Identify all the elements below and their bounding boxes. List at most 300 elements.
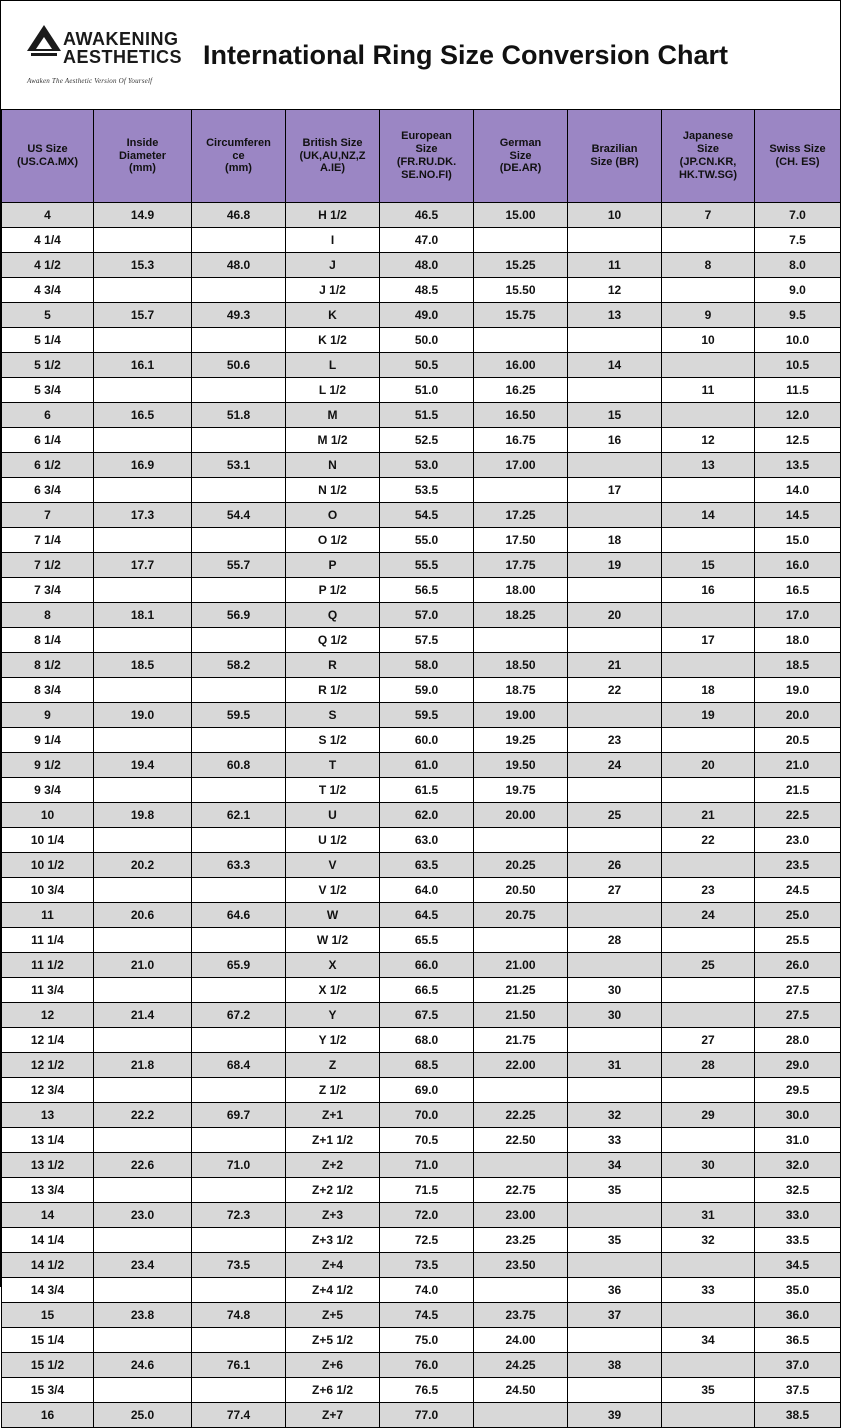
table-cell: 39 bbox=[568, 1403, 662, 1428]
table-cell: 16 bbox=[662, 578, 755, 603]
table-cell: 8 3/4 bbox=[2, 678, 94, 703]
table-cell: 29.0 bbox=[755, 1053, 841, 1078]
table-cell: 20.6 bbox=[94, 903, 192, 928]
table-cell: 48.0 bbox=[192, 253, 286, 278]
table-cell bbox=[94, 1078, 192, 1103]
table-cell: 18.5 bbox=[755, 653, 841, 678]
table-cell: 16 bbox=[568, 428, 662, 453]
table-cell: 64.0 bbox=[380, 878, 474, 903]
table-cell bbox=[568, 903, 662, 928]
table-cell: 18 bbox=[568, 528, 662, 553]
table-cell: U 1/2 bbox=[286, 828, 380, 853]
table-cell bbox=[192, 1278, 286, 1303]
table-cell: 74.0 bbox=[380, 1278, 474, 1303]
table-row bbox=[2, 728, 841, 753]
table-cell: 15 3/4 bbox=[2, 1378, 94, 1403]
table-cell: 20 bbox=[568, 603, 662, 628]
table-cell: 65.5 bbox=[380, 928, 474, 953]
table-cell bbox=[192, 1178, 286, 1203]
table-cell: 10 bbox=[568, 203, 662, 228]
table-cell: 25.0 bbox=[755, 903, 841, 928]
column-header-line: Brazilian bbox=[591, 143, 638, 156]
table-cell: 75.0 bbox=[380, 1328, 474, 1353]
table-cell: 70.0 bbox=[380, 1103, 474, 1128]
table-cell: 16.0 bbox=[755, 553, 841, 578]
table-cell bbox=[662, 1003, 755, 1028]
column-header-line: Japanese bbox=[682, 130, 734, 143]
table-cell bbox=[662, 1353, 755, 1378]
table-cell: 59.5 bbox=[380, 703, 474, 728]
table-cell: 18.0 bbox=[755, 628, 841, 653]
table-cell: 24.50 bbox=[474, 1378, 568, 1403]
table-cell: 24.6 bbox=[94, 1353, 192, 1378]
table-cell: 12 bbox=[2, 1003, 94, 1028]
table-cell: 17 bbox=[662, 628, 755, 653]
table-cell: 11 1/2 bbox=[2, 953, 94, 978]
table-cell: 9 1/2 bbox=[2, 753, 94, 778]
table-cell: 32 bbox=[662, 1228, 755, 1253]
table-cell: 15.50 bbox=[474, 278, 568, 303]
table-cell: 15 bbox=[568, 403, 662, 428]
table-cell: 15 1/2 bbox=[2, 1353, 94, 1378]
table-cell bbox=[662, 1253, 755, 1278]
table-cell: 68.5 bbox=[380, 1053, 474, 1078]
table-cell: 23 bbox=[662, 878, 755, 903]
table-cell: 9 1/4 bbox=[2, 728, 94, 753]
table-cell: Z 1/2 bbox=[286, 1078, 380, 1103]
table-cell: 35 bbox=[568, 1228, 662, 1253]
table-cell: 19.50 bbox=[474, 753, 568, 778]
table-cell: P 1/2 bbox=[286, 578, 380, 603]
table-cell: 52.5 bbox=[380, 428, 474, 453]
table-cell: X bbox=[286, 953, 380, 978]
table-cell: 15.7 bbox=[94, 303, 192, 328]
table-cell: 53.0 bbox=[380, 453, 474, 478]
table-cell bbox=[474, 828, 568, 853]
table-row bbox=[2, 203, 841, 228]
table-cell: 25.0 bbox=[94, 1403, 192, 1428]
table-cell: 15.25 bbox=[474, 253, 568, 278]
table-cell: 14 1/4 bbox=[2, 1228, 94, 1253]
table-cell: 76.0 bbox=[380, 1353, 474, 1378]
table-cell: 54.4 bbox=[192, 503, 286, 528]
table-cell: 16 bbox=[2, 1403, 94, 1428]
table-cell: 4 bbox=[2, 203, 94, 228]
triangle-logo-icon bbox=[27, 25, 61, 71]
table-cell: 58.0 bbox=[380, 653, 474, 678]
table-cell bbox=[474, 1278, 568, 1303]
table-cell: Z+7 bbox=[286, 1403, 380, 1428]
table-cell bbox=[192, 878, 286, 903]
table-cell: T bbox=[286, 753, 380, 778]
table-cell: 63.0 bbox=[380, 828, 474, 853]
table-cell: 23.0 bbox=[755, 828, 841, 853]
table-cell bbox=[568, 1203, 662, 1228]
table-cell: 66.5 bbox=[380, 978, 474, 1003]
table-cell: 8 1/4 bbox=[2, 628, 94, 653]
table-cell: 7.5 bbox=[755, 228, 841, 253]
table-cell: 27 bbox=[568, 878, 662, 903]
table-cell: Z+1 bbox=[286, 1103, 380, 1128]
table-cell bbox=[662, 928, 755, 953]
table-cell: 57.5 bbox=[380, 628, 474, 653]
table-cell: W bbox=[286, 903, 380, 928]
table-cell: 56.9 bbox=[192, 603, 286, 628]
table-cell: L 1/2 bbox=[286, 378, 380, 403]
column-header-2 bbox=[192, 110, 286, 203]
table-cell: 22.6 bbox=[94, 1153, 192, 1178]
column-header-line: European bbox=[401, 130, 452, 143]
table-cell: 13 bbox=[2, 1103, 94, 1128]
table-cell bbox=[192, 578, 286, 603]
table-cell: 21.75 bbox=[474, 1028, 568, 1053]
table-cell: U bbox=[286, 803, 380, 828]
table-row bbox=[2, 478, 841, 503]
table-cell: 16.50 bbox=[474, 403, 568, 428]
table-row bbox=[2, 1378, 841, 1403]
table-cell: 70.5 bbox=[380, 1128, 474, 1153]
table-cell: 16.1 bbox=[94, 353, 192, 378]
table-cell: M bbox=[286, 403, 380, 428]
table-cell: 19.4 bbox=[94, 753, 192, 778]
table-row bbox=[2, 228, 841, 253]
table-cell: 29 bbox=[662, 1103, 755, 1128]
table-cell: 23.75 bbox=[474, 1303, 568, 1328]
table-cell: 17.3 bbox=[94, 503, 192, 528]
table-cell: J 1/2 bbox=[286, 278, 380, 303]
table-cell: 37.5 bbox=[755, 1378, 841, 1403]
table-cell: Z+1 1/2 bbox=[286, 1128, 380, 1153]
table-cell: 68.4 bbox=[192, 1053, 286, 1078]
table-cell: 23.00 bbox=[474, 1203, 568, 1228]
table-cell: R 1/2 bbox=[286, 678, 380, 703]
table-cell: 16.75 bbox=[474, 428, 568, 453]
table-cell: 50.0 bbox=[380, 328, 474, 353]
table-cell: 10.5 bbox=[755, 353, 841, 378]
table-cell: 51.5 bbox=[380, 403, 474, 428]
table-row bbox=[2, 503, 841, 528]
table-cell: Z+5 bbox=[286, 1303, 380, 1328]
column-header-line: SE.NO.FI) bbox=[401, 168, 452, 181]
table-cell bbox=[662, 728, 755, 753]
table-cell: 61.5 bbox=[380, 778, 474, 803]
brand-logo bbox=[9, 25, 183, 85]
table-cell bbox=[192, 1028, 286, 1053]
table-cell bbox=[192, 628, 286, 653]
table-cell: 34 bbox=[662, 1328, 755, 1353]
table-cell: 22 bbox=[568, 678, 662, 703]
table-cell bbox=[94, 578, 192, 603]
table-cell: 59.5 bbox=[192, 703, 286, 728]
table-cell: 22.50 bbox=[474, 1128, 568, 1153]
table-cell: Z+6 bbox=[286, 1353, 380, 1378]
table-row bbox=[2, 878, 841, 903]
column-header-line: British Size bbox=[302, 136, 363, 149]
table-cell bbox=[192, 328, 286, 353]
table-cell: V bbox=[286, 853, 380, 878]
table-cell bbox=[662, 353, 755, 378]
table-cell: 38 bbox=[568, 1353, 662, 1378]
table-cell bbox=[94, 978, 192, 1003]
table-cell: 46.8 bbox=[192, 203, 286, 228]
table-cell: 16.00 bbox=[474, 353, 568, 378]
table-cell bbox=[568, 453, 662, 478]
table-cell: W 1/2 bbox=[286, 928, 380, 953]
table-row bbox=[2, 1103, 841, 1128]
table-cell: 18.5 bbox=[94, 653, 192, 678]
table-cell: 24.00 bbox=[474, 1328, 568, 1353]
table-cell: 20.2 bbox=[94, 853, 192, 878]
table-cell: 33 bbox=[662, 1278, 755, 1303]
table-cell: 20.0 bbox=[755, 703, 841, 728]
table-cell: 30.0 bbox=[755, 1103, 841, 1128]
table-cell: 24.25 bbox=[474, 1353, 568, 1378]
table-cell bbox=[192, 1128, 286, 1153]
table-cell: 14 bbox=[2, 1203, 94, 1228]
table-cell: 11.5 bbox=[755, 378, 841, 403]
table-cell: K 1/2 bbox=[286, 328, 380, 353]
table-row bbox=[2, 353, 841, 378]
table-cell bbox=[474, 478, 568, 503]
table-cell: O 1/2 bbox=[286, 528, 380, 553]
table-cell: 13 1/4 bbox=[2, 1128, 94, 1153]
table-cell bbox=[662, 478, 755, 503]
table-cell bbox=[568, 228, 662, 253]
table-cell: 73.5 bbox=[380, 1253, 474, 1278]
table-cell: 72.5 bbox=[380, 1228, 474, 1253]
table-row bbox=[2, 1178, 841, 1203]
table-cell: 31 bbox=[662, 1203, 755, 1228]
table-cell: 20.50 bbox=[474, 878, 568, 903]
table-cell: 8.0 bbox=[755, 253, 841, 278]
table-cell: 19.25 bbox=[474, 728, 568, 753]
table-cell: X 1/2 bbox=[286, 978, 380, 1003]
table-row bbox=[2, 428, 841, 453]
table-cell: 66.0 bbox=[380, 953, 474, 978]
column-header-line: Size bbox=[415, 143, 438, 156]
column-header-7 bbox=[662, 110, 755, 203]
table-cell: Z bbox=[286, 1053, 380, 1078]
table-cell: 51.8 bbox=[192, 403, 286, 428]
table-cell bbox=[94, 378, 192, 403]
table-cell: 71.5 bbox=[380, 1178, 474, 1203]
table-cell: N 1/2 bbox=[286, 478, 380, 503]
table-cell bbox=[568, 628, 662, 653]
table-cell: 10 3/4 bbox=[2, 878, 94, 903]
table-cell: V 1/2 bbox=[286, 878, 380, 903]
table-cell: 20 bbox=[662, 753, 755, 778]
table-cell: 10 bbox=[662, 328, 755, 353]
column-header-3 bbox=[286, 110, 380, 203]
table-cell: 4 1/2 bbox=[2, 253, 94, 278]
table-row bbox=[2, 1153, 841, 1178]
table-row bbox=[2, 1203, 841, 1228]
column-header-line: Inside bbox=[126, 136, 159, 149]
table-row bbox=[2, 528, 841, 553]
table-cell: 12 1/4 bbox=[2, 1028, 94, 1053]
table-row bbox=[2, 253, 841, 278]
table-cell: 22.5 bbox=[755, 803, 841, 828]
table-cell: 30 bbox=[568, 978, 662, 1003]
table-cell: 62.1 bbox=[192, 803, 286, 828]
table-cell: 7 bbox=[2, 503, 94, 528]
table-cell: 21.0 bbox=[755, 753, 841, 778]
table-cell bbox=[192, 378, 286, 403]
table-cell: 13 bbox=[568, 303, 662, 328]
column-header-line: HK.TW.SG) bbox=[678, 168, 738, 181]
table-cell bbox=[192, 528, 286, 553]
table-cell bbox=[568, 828, 662, 853]
table-cell: Y 1/2 bbox=[286, 1028, 380, 1053]
table-cell: 4 1/4 bbox=[2, 228, 94, 253]
column-header-line: (US.CA.MX) bbox=[16, 156, 79, 168]
table-cell: Q bbox=[286, 603, 380, 628]
table-row bbox=[2, 928, 841, 953]
table-cell: 6 bbox=[2, 403, 94, 428]
table-cell bbox=[662, 1128, 755, 1153]
table-cell: 18 bbox=[662, 678, 755, 703]
table-cell: 48.5 bbox=[380, 278, 474, 303]
table-cell: M 1/2 bbox=[286, 428, 380, 453]
table-cell: 28.0 bbox=[755, 1028, 841, 1053]
table-cell: 27.5 bbox=[755, 1003, 841, 1028]
table-row bbox=[2, 1278, 841, 1303]
table-cell: 11 3/4 bbox=[2, 978, 94, 1003]
table-cell bbox=[662, 228, 755, 253]
table-cell: 19 bbox=[568, 553, 662, 578]
table-cell: 7 bbox=[662, 203, 755, 228]
table-cell: 10.0 bbox=[755, 328, 841, 353]
column-header-line: (CH. ES) bbox=[775, 156, 820, 168]
table-cell: 12.5 bbox=[755, 428, 841, 453]
table-cell: 19.75 bbox=[474, 778, 568, 803]
table-cell: 47.0 bbox=[380, 228, 474, 253]
table-cell: 30 bbox=[568, 1003, 662, 1028]
table-cell: 13.5 bbox=[755, 453, 841, 478]
table-cell bbox=[192, 778, 286, 803]
table-cell: 76.1 bbox=[192, 1353, 286, 1378]
table-cell: 11 1/4 bbox=[2, 928, 94, 953]
table-cell: 18.75 bbox=[474, 678, 568, 703]
table-cell: 26 bbox=[568, 853, 662, 878]
table-cell: 9 3/4 bbox=[2, 778, 94, 803]
table-cell bbox=[568, 1378, 662, 1403]
table-cell: 14.9 bbox=[94, 203, 192, 228]
table-cell bbox=[192, 1078, 286, 1103]
table-cell: 68.0 bbox=[380, 1028, 474, 1053]
table-cell bbox=[192, 1228, 286, 1253]
conversion-table bbox=[1, 109, 841, 1428]
table-cell: 32.5 bbox=[755, 1178, 841, 1203]
table-cell: 53.1 bbox=[192, 453, 286, 478]
table-cell: 24.5 bbox=[755, 878, 841, 903]
table-cell: 23.4 bbox=[94, 1253, 192, 1278]
table-cell: 60.0 bbox=[380, 728, 474, 753]
table-cell: 17.7 bbox=[94, 553, 192, 578]
table-cell: 22.00 bbox=[474, 1053, 568, 1078]
table-cell: 5 1/2 bbox=[2, 353, 94, 378]
table-cell: 54.5 bbox=[380, 503, 474, 528]
table-cell: 25.5 bbox=[755, 928, 841, 953]
table-cell: 37.0 bbox=[755, 1353, 841, 1378]
column-header-line: (mm) bbox=[225, 162, 252, 175]
table-cell: 23.5 bbox=[755, 853, 841, 878]
table-cell: 31.0 bbox=[755, 1128, 841, 1153]
table-cell: T 1/2 bbox=[286, 778, 380, 803]
table-cell: 19.00 bbox=[474, 703, 568, 728]
table-cell: Z+3 bbox=[286, 1203, 380, 1228]
table-cell: 6 1/4 bbox=[2, 428, 94, 453]
column-header-line: Size bbox=[696, 143, 719, 156]
table-cell bbox=[662, 528, 755, 553]
table-cell: 74.8 bbox=[192, 1303, 286, 1328]
table-row bbox=[2, 553, 841, 578]
table-cell: 32 bbox=[568, 1103, 662, 1128]
table-cell: 50.5 bbox=[380, 353, 474, 378]
table-cell: 22 bbox=[662, 828, 755, 853]
table-cell: 14 1/2 bbox=[2, 1253, 94, 1278]
table-cell bbox=[662, 978, 755, 1003]
table-cell: 27 bbox=[662, 1028, 755, 1053]
table-cell: 10 bbox=[2, 803, 94, 828]
table-row bbox=[2, 1228, 841, 1253]
table-body bbox=[2, 203, 841, 1428]
table-cell: 15 bbox=[2, 1303, 94, 1328]
table-cell: 17 bbox=[568, 478, 662, 503]
table-cell: 11 bbox=[2, 903, 94, 928]
table-cell: 21.8 bbox=[94, 1053, 192, 1078]
column-header-line: (FR.RU.DK. bbox=[396, 156, 457, 168]
table-row bbox=[2, 603, 841, 628]
table-cell bbox=[568, 578, 662, 603]
table-cell: 16.25 bbox=[474, 378, 568, 403]
table-cell: 23.25 bbox=[474, 1228, 568, 1253]
table-cell: Z+2 bbox=[286, 1153, 380, 1178]
table-cell: 36.5 bbox=[755, 1328, 841, 1353]
table-cell: 37 bbox=[568, 1303, 662, 1328]
table-cell: 16.5 bbox=[94, 403, 192, 428]
table-cell bbox=[192, 728, 286, 753]
table-cell bbox=[94, 428, 192, 453]
logo-word-awakening: AWAKENING bbox=[63, 29, 179, 49]
table-row bbox=[2, 853, 841, 878]
table-cell: 28 bbox=[568, 928, 662, 953]
table-cell: 6 1/2 bbox=[2, 453, 94, 478]
table-cell: 23 bbox=[568, 728, 662, 753]
table-cell: J bbox=[286, 253, 380, 278]
table-cell: 17.75 bbox=[474, 553, 568, 578]
table-cell: 10 1/4 bbox=[2, 828, 94, 853]
table-cell bbox=[192, 828, 286, 853]
table-cell bbox=[94, 1228, 192, 1253]
table-cell: 19.8 bbox=[94, 803, 192, 828]
table-cell: 72.0 bbox=[380, 1203, 474, 1228]
column-header-line: Circumferen bbox=[206, 136, 271, 149]
table-cell: 21.25 bbox=[474, 978, 568, 1003]
table-cell: 16.9 bbox=[94, 453, 192, 478]
table-cell: 19.0 bbox=[94, 703, 192, 728]
table-cell: 12 3/4 bbox=[2, 1078, 94, 1103]
table-cell: Q 1/2 bbox=[286, 628, 380, 653]
table-cell: 63.5 bbox=[380, 853, 474, 878]
table-cell bbox=[94, 1128, 192, 1153]
table-cell bbox=[662, 603, 755, 628]
column-header-line: US Size bbox=[27, 143, 68, 156]
column-header-5 bbox=[474, 110, 568, 203]
table-cell: 58.2 bbox=[192, 653, 286, 678]
table-cell bbox=[94, 778, 192, 803]
table-cell: 18.00 bbox=[474, 578, 568, 603]
